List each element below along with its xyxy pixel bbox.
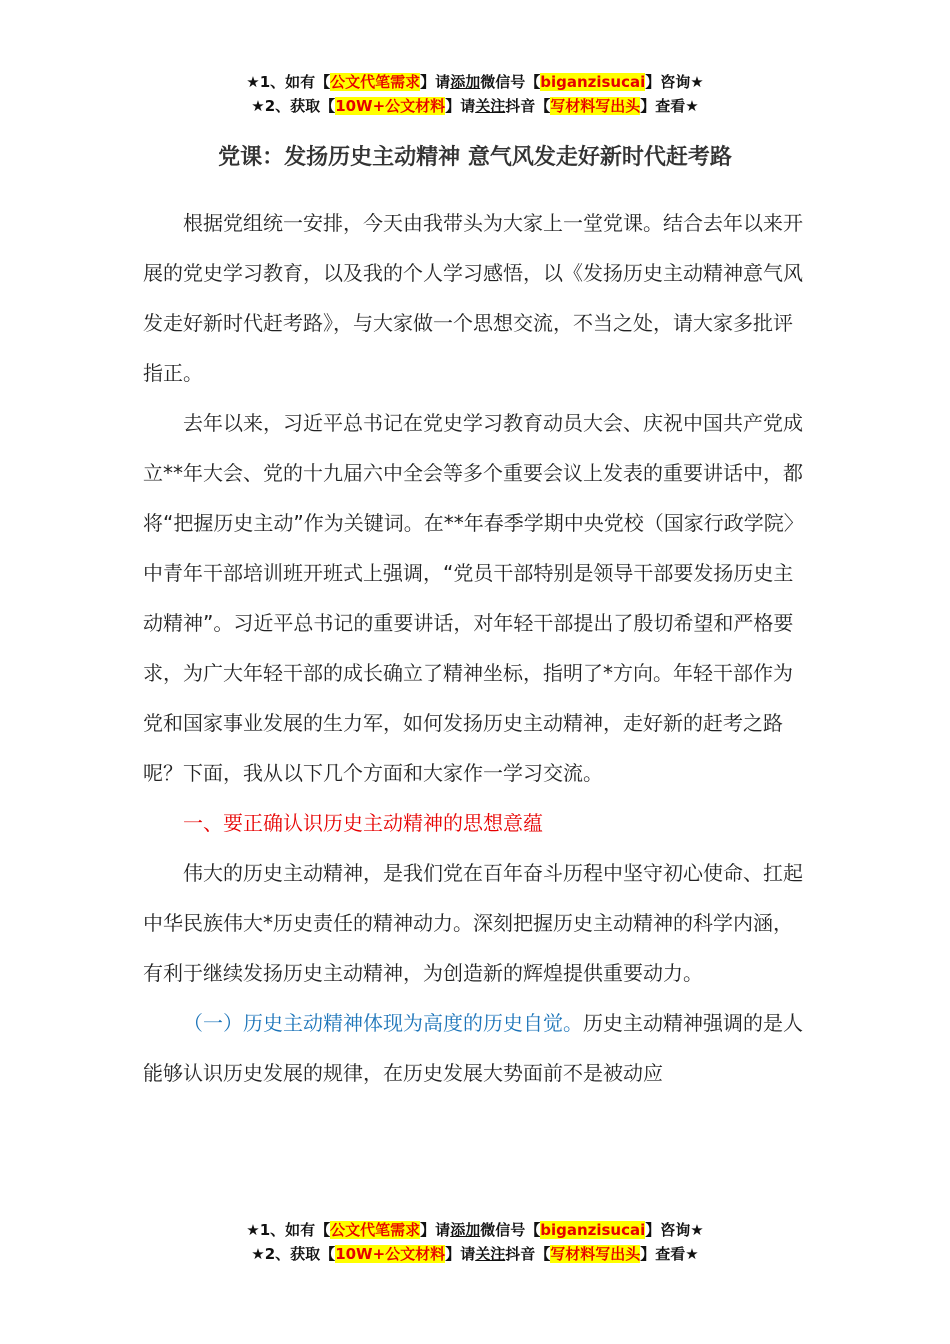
material-highlight: 10W+公文材料 xyxy=(335,97,446,115)
service-highlight: 公文代笔需求 xyxy=(330,73,421,91)
service-highlight: 公文代笔需求 xyxy=(330,1221,421,1239)
material-highlight: 10W+公文材料 xyxy=(335,1245,446,1263)
paragraph-subsection-1: （一）历史主动精神体现为高度的历史自觉。历史主动精神强调的是人能够认识历史发展的规律，在历史发展大势面前不是被动应 xyxy=(143,1011,803,1085)
bottom-banner-line-2: ★2、获取【10W+公文材料】请关注抖音【写材料写出头】查看★ xyxy=(251,1245,699,1263)
top-banner xyxy=(0,70,950,118)
paragraph-intro: 根据党组统一安排，今天由我带头为大家上一堂党课。结合去年以来开展的党史学习教育，以及我的个人学习感悟，以《发扬历史主动精神意气风发走好新时代赶考路》，与大家做一个思想交流，不当之处，请大家多批评指正。 xyxy=(143,211,803,385)
bottom-banner-line-1: ★1、如有【公文代笔需求】请添加微信号【biganzisucai】咨询★ xyxy=(246,1221,704,1239)
bottom-banner xyxy=(0,1218,950,1266)
top-banner-line-1: ★1、如有【公文代笔需求】请添加微信号【biganzisucai】咨询★ xyxy=(246,73,704,91)
douyin-account: 写材料写出头 xyxy=(550,97,641,115)
douyin-account: 写材料写出头 xyxy=(550,1245,641,1263)
paragraph-section-1: 伟大的历史主动精神，是我们党在百年奋斗历程中坚守初心使命、扛起中华民族伟大*历史责任的精神动力。深刻把握历史主动精神的科学内涵，有利于继续发扬历史主动精神，为创造新的辉煌提供重要动力。 xyxy=(143,861,803,985)
subheading-1: （一）历史主动精神体现为高度的历史自觉。 xyxy=(183,1011,583,1035)
document-body xyxy=(143,198,811,1098)
paragraph-background: 去年以来，习近平总书记在党史学习教育动员大会、庆祝中国共产党成立**年大会、党的十九届六中全会等多个重要会议上发表的重要讲话中，都将“把握历史主动”作为关键词。在**年春季学期中央党校（国家行政学院〉中青年干部培训班开班式上强调，“党员干部特别是领导干部要发扬历史主动精神”。习近平总书记的重要讲话，对年轻干部提出了殷切希望和严格要求，为广大年轻干部的成长确立了精神坐标，指明了*方向。年轻干部作为党和国家事业发展的生力军，如何发扬历史主动精神，走好新的赶考之路呢？下面，我从以下几个方面和大家作一学习交流。 xyxy=(143,411,804,785)
top-banner-line-2: ★2、获取【10W+公文材料】请关注抖音【写材料写出头】查看★ xyxy=(251,97,699,115)
document-title: 党课：发扬历史主动精神 意气风发走好新时代赶考路 xyxy=(218,145,732,170)
wechat-id: biganzisucai xyxy=(540,73,646,91)
section-heading-1: 一、要正确认识历史主动精神的思想意蕴 xyxy=(183,811,543,835)
wechat-id: biganzisucai xyxy=(540,1221,646,1239)
